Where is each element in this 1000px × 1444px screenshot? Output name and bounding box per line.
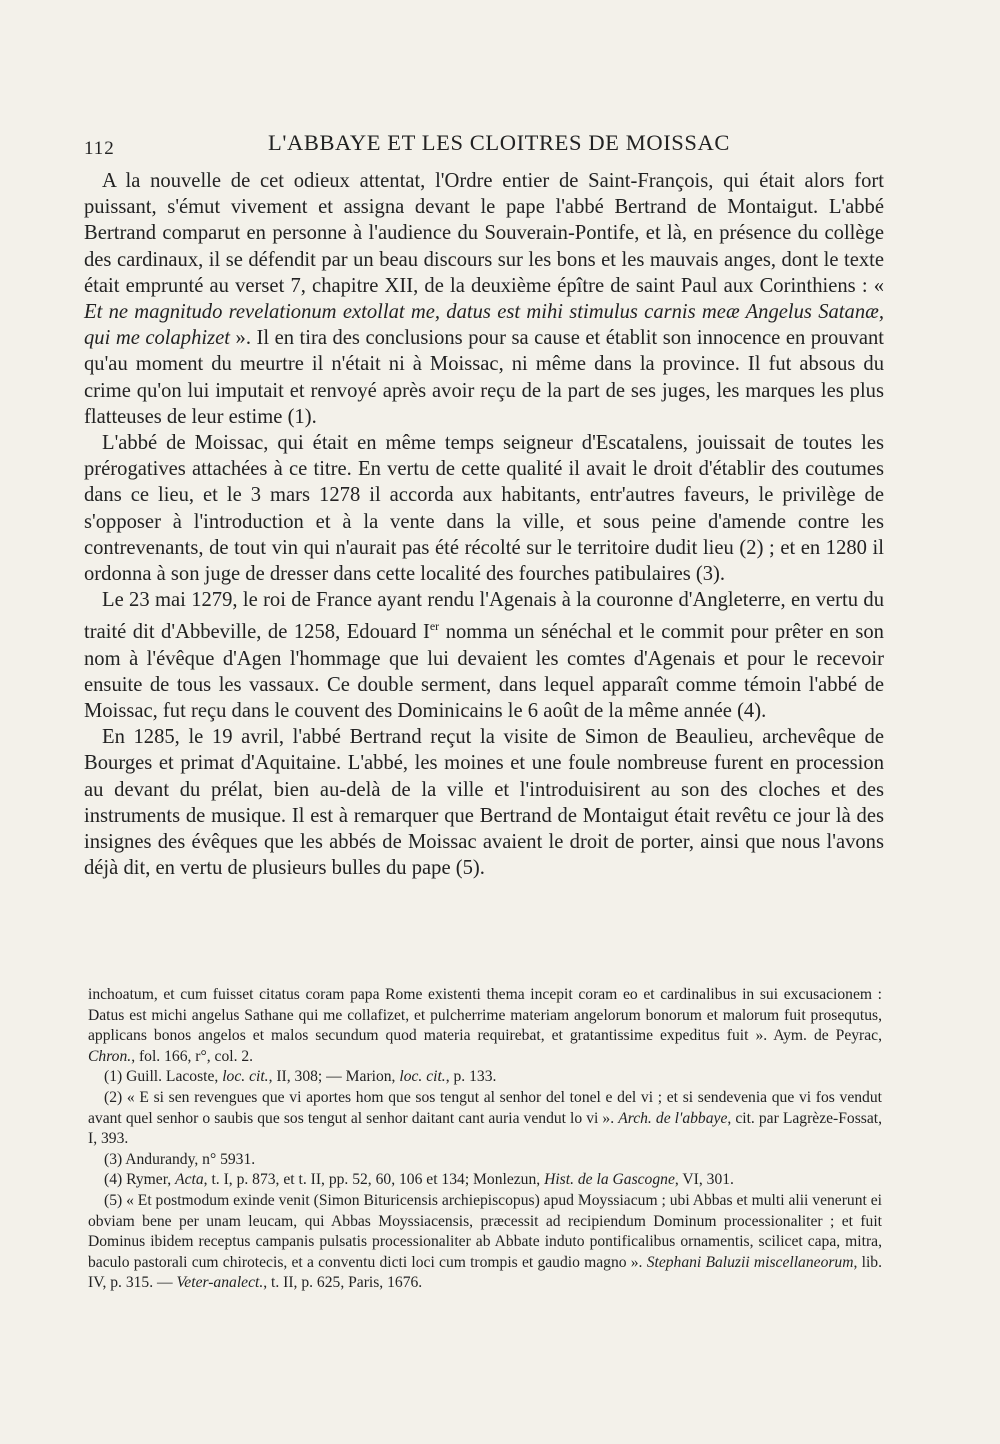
page-header: [84, 128, 914, 164]
footnote-1: (1) Guill. Lacoste, loc. cit., II, 308; — Marion, loc. cit., p. 133.: [104, 1068, 497, 1086]
footnotes: [88, 985, 882, 1294]
footnote-4: (4) Rymer, Acta, t. I, p. 873, et t. II, pp. 52, 60, 106 et 134; Monlezun, Hist. de la Gascogne, VI, 301.: [104, 1171, 734, 1189]
footnote-3: (3) Andurandy, n° 5931.: [104, 1150, 256, 1168]
footnote-5: (5) « Et postmodum exinde venit (Simon Bituricensis archiepiscopus) apud Moyssiacum ; ubi Abbas et multi alii venerunt ei obviam bene per unam leucam, qui Abbas Moyssiacensis, præcessit ad recipiendum Dominum processionaliter ; et fuit Dominus ibidem receptus campanis pulsatis processionaliter ab Abbate induto pontificalibus ornamentis, scilicet capa, mitra, baculo pastorali cum chirotecis, et a conventu dicti loci cum trompis et gaudio magno ». Stephani Baluzii miscellaneorum, lib. IV, p. 315. — Veter-analect., t. II, p. 625, Paris, 1676.: [88, 1191, 882, 1292]
footnote-continuation: inchoatum, et cum fuisset citatus coram papa Rome existenti thema incepit coram eo et cardinalibus in sui excusacionem : Datus est michi angelus Sathane qui me collafizet, et pulcherrime materiam angelorum bonorum et malorum fuit prosequtus, applicans bonos angelos et malos secundum quod materia requirebat, et gratantissime expeditus fuit ». Aym. de Peyrac, Chron., fol. 166, r°, col. 2.: [88, 986, 882, 1065]
page-number: 112: [84, 138, 115, 159]
footnote-2: (2) « E si sen revengues que vi aportes hom que sos tengut al senhor del tonel e del vi ; et si sendevenia que vi fos vendut avant quel senhor o saubis que sos tengut al senhor daitant cant auria vendut lo vi ». Arch. de l'abbaye, cit. par Lagrèze-Fossat, I, 393.: [88, 1088, 882, 1148]
paragraph-1: A la nouvelle de cet odieux attentat, l'Ordre entier de Saint-François, qui était alors fort puissant, s'émut vivement et assigna devant le pape l'abbé Bertrand de Montaigut. L'abbé Bertrand comparut en personne à l'audience du Souverain-Pontife, et là, en présence du collège des cardinaux, il se défendit par un beau discours sur les bons et les mauvais anges, dont le texte était emprunté au verset 7, chapitre XII, de la deuxième épître de saint Paul aux Corinthiens : « Et ne magnitudo revelationum extollat me, datus est mihi stimulus carnis meæ Angelus Satanæ, qui me colaphizet ». Il en tira des conclusions pour sa cause et établit son innocence en prouvant qu'au moment du meurtre il n'était ni à Moissac, ni même dans la province. Il fut absous du crime qu'on lui imputait et renvoyé après avoir reçu de la part de ses juges, les marques les plus flatteuses de leur estime (1).: [84, 170, 884, 428]
running-title: L'ABBAYE ET LES CLOITRES DE MOISSAC: [268, 130, 730, 155]
paragraph-2: L'abbé de Moissac, qui était en même temps seigneur d'Escatalens, jouissait de toutes les prérogatives attachées à ce titre. En vertu de cette qualité il avait le droit d'établir des coutumes dans ce lieu, et le 3 mars 1278 il accorda aux habitants, entr'autres faveurs, le privilège de s'opposer à l'introduction et à la vente dans la ville, et sous peine d'amende contre les contrevenants, de tout vin qui n'aurait pas été récolté sur le territoire dudit lieu (2) ; et en 1280 il ordonna à son juge de dresser dans cette localité des fourches patibulaires (3).: [84, 432, 884, 586]
latin-quote: Et ne magnitudo revelationum extollat me, datus est mihi stimulus carnis meæ Angelus Satanæ, qui me colaphizet: [84, 301, 884, 350]
paragraph-3: Le 23 mai 1279, le roi de France ayant rendu l'Agenais à la couronne d'Angleterre, en vertu du traité dit d'Abbeville, de 1258, Edouard Ier nomma un sénéchal et le commit pour prêter en son nom à l'évêque d'Agen l'hommage que lui devaient les comtes d'Agenais et pour le recevoir ensuite de tous les vassaux. Ce double serment, dans lequel apparaît comme témoin l'abbé de Moissac, fut reçu dans le couvent des Dominicains le 6 août de la même année (4).: [84, 589, 884, 722]
main-text: [84, 168, 884, 881]
paragraph-4: En 1285, le 19 avril, l'abbé Bertrand reçut la visite de Simon de Beaulieu, archevêque de Bourges et primat d'Aquitaine. L'abbé, les moines et une foule nombreuse furent en procession au devant du prélat, bien au-delà de la ville et l'introduisirent au son des cloches et des instruments de musique. Il est à remarquer que Bertrand de Montaigut était revêtu ce jour là des insignes des évêques que les abbés de Moissac avaient le droit de porter, ainsi que nous l'avons déjà dit, en vertu de plusieurs bulles du pape (5).: [84, 726, 884, 880]
